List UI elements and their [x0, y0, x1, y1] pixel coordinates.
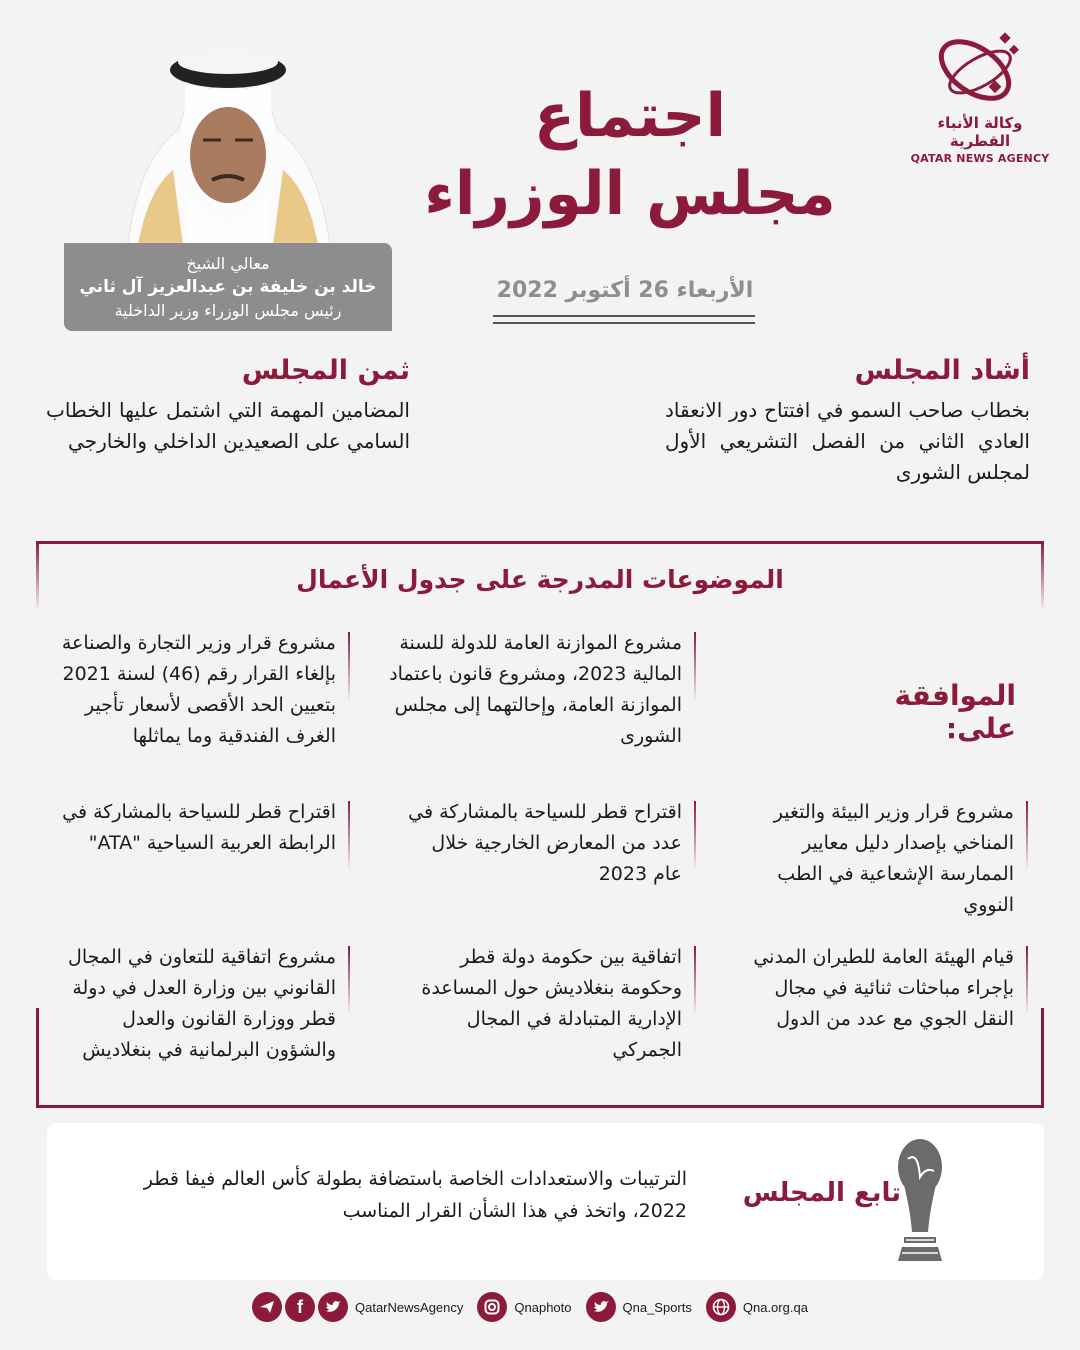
agenda-border-top [36, 541, 1044, 544]
praised-text: بخطاب صاحب السمو في افتتاح دور الانعقاد العادي الثاني من الفصل التشريعي الأول لمجلس الشورى [665, 398, 1030, 484]
agenda-title: الموضوعات المدرجة على جدول الأعمال [296, 565, 784, 594]
logo-english-name: QATAR NEWS AGENCY [910, 152, 1050, 165]
social-handle[interactable]: Qna_Sports [622, 1299, 692, 1315]
meeting-date: الأربعاء 26 أكتوبر 2022 [496, 278, 754, 303]
qna-logo [905, 28, 1055, 165]
twitter-icon[interactable] [318, 1292, 348, 1322]
valued-heading: ثمن المجلس [241, 355, 410, 386]
agenda-border-right-bottom [1041, 1008, 1044, 1108]
agenda-box [36, 541, 1044, 1108]
agenda-item: مشروع اتفاقية للتعاون في المجال القانوني بين وزارة العدل في دولة قطر ووزارة القانون والعدل والشؤون البرلمانية في بنغلاديش [56, 942, 350, 1066]
title-line-2: مجلس الوزراء [424, 159, 836, 229]
date-divider [493, 315, 755, 324]
social-handle[interactable]: Qnaphoto [514, 1299, 572, 1315]
title-line-1: اجتماع [533, 81, 727, 151]
globe-icon[interactable] [706, 1292, 736, 1322]
person-name: خالد بن خليفة بن عبدالعزيز آل ثاني [79, 277, 377, 297]
logo-arabic-name: وكالة الأنباء القطرية [937, 114, 1023, 150]
social-handle[interactable]: Qna.org.qa [742, 1299, 808, 1315]
praised-heading: أشاد المجلس [854, 355, 1030, 386]
telegram-icon[interactable] [252, 1292, 282, 1322]
person-honorific: معالي الشيخ [186, 254, 270, 273]
followup-heading: تابع المجلس [742, 1178, 901, 1208]
agenda-border-bottom [36, 1105, 1044, 1108]
praised-section [665, 353, 1030, 488]
portrait-image [108, 40, 348, 245]
followup-box [47, 1123, 1044, 1280]
twitter-icon[interactable] [586, 1292, 616, 1322]
agenda-item: مشروع الموازنة العامة للدولة للسنة المالية 2023، ومشروع قانون باعتماد الموازنة العامة، وإحالتهما إلى مجلس الشورى [366, 628, 696, 752]
valued-section [46, 353, 410, 457]
valued-text: المضامين المهمة التي اشتمل عليها الخطاب السامي على الصعيدين الداخلي والخارجي [46, 398, 410, 453]
qna-orbit-icon [925, 28, 1035, 110]
agenda-item: قيام الهيئة العامة للطيران المدني بإجراء مباحثات ثنائية في مجال النقل الجوي مع عدد من الدول [738, 942, 1028, 1035]
agenda-item: مشروع قرار وزير البيئة والتغير المناخي بإصدار دليل معايير الممارسة الإشعاعية في الطب النووي [748, 797, 1028, 921]
agenda-item: اقتراح قطر للسياحة بالمشاركة في عدد من المعارض الخارجية خلال عام 2023 [406, 797, 696, 890]
social-footer [252, 1291, 822, 1323]
page-title [420, 78, 840, 234]
person-position: رئيس مجلس الوزراء وزير الداخلية [114, 301, 342, 320]
agenda-item: اتفاقية بين حكومة دولة قطر وحكومة بنغلاديش حول المساعدة الإدارية المتبادلة في المجال الجمركي [416, 942, 696, 1066]
followup-text: الترتيبات والاستعدادات الخاصة باستضافة بطولة كأس العالم فيفا قطر 2022، واتخذ في هذا الشأن القرار المناسب [143, 1168, 687, 1222]
agenda-border-left-bottom [36, 1008, 39, 1108]
instagram-icon[interactable] [477, 1292, 507, 1322]
facebook-icon[interactable]: f [285, 1292, 315, 1322]
social-handle[interactable]: QatarNewsAgency [355, 1299, 464, 1315]
agenda-item: اقتراح قطر للسياحة بالمشاركة في الرابطة العربية السياحية "ATA" [56, 797, 350, 859]
person-caption [64, 243, 392, 331]
approval-label: الموافقة على: [894, 679, 1016, 745]
agenda-item: مشروع قرار وزير التجارة والصناعة بإلغاء القرار رقم (46) لسنة 2021 بتعيين الحد الأقصى لأسعار تأجير الغرف الفندقية وما يماثلها [46, 628, 350, 752]
